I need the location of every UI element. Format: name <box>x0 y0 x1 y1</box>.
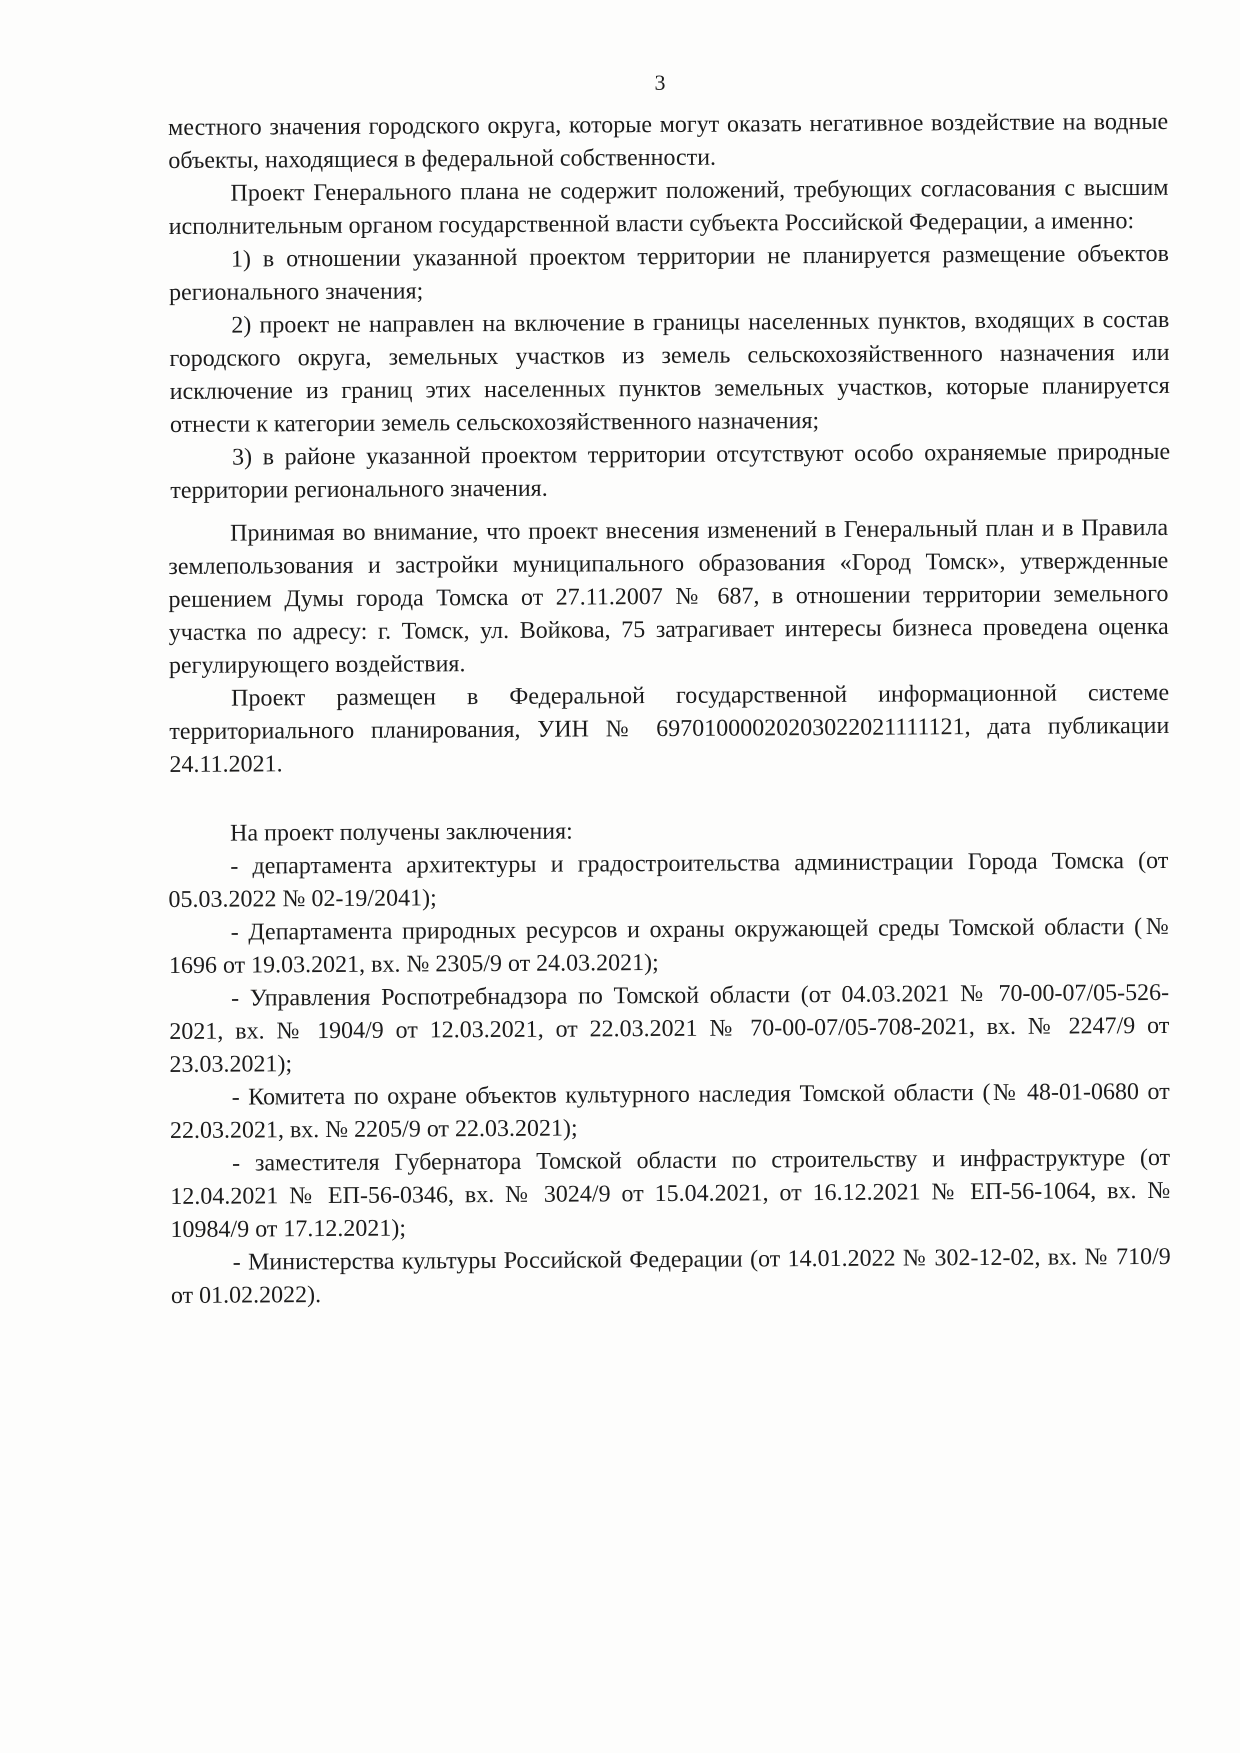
conclusions-intro: На проект получены заключения: <box>230 818 573 847</box>
conclusion-item: - департамента архитектуры и градостроительства администрации Города Томска (от 05.03.2022 № 02-19/2041); <box>168 847 1169 913</box>
conclusion-item: - Управления Роспотребнадзора по Томской области (от 04.03.2021 № 70-00-07/05-526-2021, вх. № 1904/9 от 12.03.2021, от 22.03.2021 № 70-00-07/05-708-2021, вх. № 2247/9 от 23.03.2021); <box>169 979 1170 1078</box>
paragraph-no-coordination: Проект Генерального плана не содержит положений, требующих согласования с высшим исполнительным органом государственной власти субъекта Российской Федерации, а именно: <box>168 174 1169 240</box>
approval-requirements-section <box>168 106 1170 508</box>
conclusion-item: - Департамента природных ресурсов и охраны окружающей среды Томской области (№ 1696 от 19.03.2021, вх. № 2305/9 от 24.03.2021); <box>168 913 1169 979</box>
conclusions-section <box>168 812 1171 1313</box>
paragraph-water-objects: местного значения городского округа, которые могут оказать негативное воздействие на водные объекты, находящиеся в федеральной собственности. <box>168 108 1169 174</box>
conclusion-item: - заместителя Губернатора Томской области по строительству и инфраструктуре (от 12.04.2021 № ЕП-56-0346, вх. № 3024/9 от 15.04.2021, от 16.12.2021 № ЕП-56-1064, вх. № 10984/9 от 17.12.2021); <box>170 1144 1171 1243</box>
paragraph-fgis-publication: Проект размещен в Федеральной государственной информационной системе территориального планирования, УИН № 69701000020203022021111121, дата публикации 24.11.2021. <box>169 679 1170 778</box>
regulatory-assessment-section <box>168 512 1170 782</box>
conclusion-item: - Комитета по охране объектов культурного наследия Томской области (№ 48-01-0680 от 22.03.2021, вх. № 2205/9 от 22.03.2021); <box>169 1078 1170 1144</box>
paragraph-regulatory-assessment: Принимая во внимание, что проект внесения изменений в Генеральный план и в Правила землепользования и застройки муниципального образования «Город Томск», утвержденные решением Думы города Томска от 27.11.2007 № 687, в отношении территории земельного участка по адресу: г. Томск, ул. Войкова, 75 затрагивает интересы бизнеса проведена оценка регулирующего воздействия. <box>168 514 1169 679</box>
conclusion-item: - Министерства культуры Российской Федерации (от 14.01.2022 № 302-12-02, вх. № 710/9 от 01.02.2022). <box>170 1243 1171 1309</box>
list-item-agricultural-land: 2) проект не направлен на включение в границы населенных пунктов, входящих в состав городского округа, земельных участков из земель сельскохозяйственного назначения или исключение из границ этих населенных пунктов земельных участков, которые планируется отнести к категории земель сельскохозяйственного назначения; <box>169 306 1170 438</box>
page-number: 3 <box>654 70 666 95</box>
list-item-regional-objects: 1) в отношении указанной проектом территории не планируется размещение объектов регионального значения; <box>169 240 1169 306</box>
list-item-protected-areas: 3) в районе указанной проектом территории отсутствуют особо охраняемые природные территории регионального значения. <box>170 438 1171 504</box>
